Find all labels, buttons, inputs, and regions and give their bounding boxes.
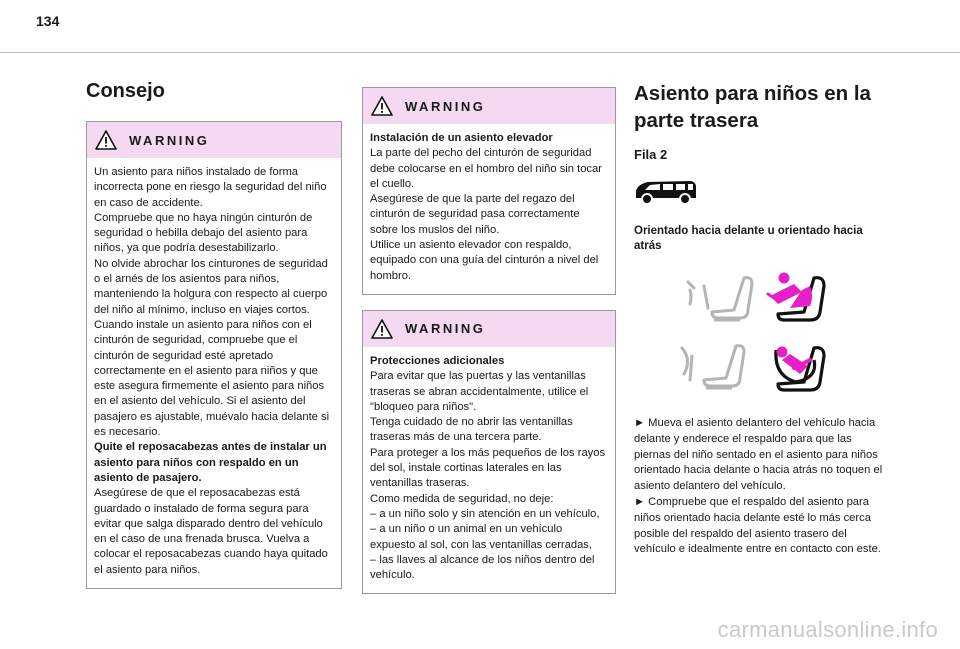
paragraph: Quite el reposacabezas antes de instalar un asiento para niños con respaldo en un asiento de pasajero. <box>94 441 327 484</box>
section-title: Consejo <box>86 80 165 102</box>
paragraph: – a un niño solo y sin atención en un vehículo, <box>370 507 600 520</box>
watermark-text: carmanualsonline.info <box>717 617 938 642</box>
warning-triangle-icon <box>371 96 393 116</box>
warning-header <box>363 88 615 124</box>
header-rule <box>0 52 960 53</box>
van-icon <box>632 176 700 206</box>
warning-body <box>363 347 615 593</box>
paragraph: – las llaves al alcance de los niños dentro del vehículo. <box>370 553 595 582</box>
paragraph: – a un niño o un animal en un vehículo expuesto al sol, con las ventanillas cerradas, <box>370 523 593 551</box>
warning-body <box>363 124 615 294</box>
warning-triangle-icon <box>95 130 117 150</box>
paragraph: Para proteger a los más pequeños de los rayos del sol, instale cortinas laterales en las ventanillas traseras. <box>370 446 606 490</box>
paragraph: ► Compruebe que el respaldo del asiento para niños orientado hacia delante esté lo más cerca posible del respaldo del asiento trasero del vehículo e idealmente entre en contacto con este. <box>634 495 881 556</box>
paragraph: ► Mueva el asiento delantero del vehículo hacia delante y enderece el respaldo para que las piernas del niño sentado en el asiento para niños orientado hacia delante o hacia atrás no toquen el asiento delantero del vehículo. <box>634 417 883 493</box>
warning-header <box>87 122 341 158</box>
middle-column <box>362 87 616 594</box>
forward-facing-child-seat-icon <box>678 270 828 330</box>
row-subtitle: Fila 2 <box>634 147 668 162</box>
orientation-heading: Orientado hacia delante u orientado hacia atrás <box>634 225 863 252</box>
warning-triangle-icon <box>371 319 393 339</box>
paragraph: No olvide abrochar los cinturones de seguridad o el arnés de los asientos para niños, manteniendo la holgura con respecto al cuerpo del niño al mínimo, incluso en viajes cortos. <box>94 257 328 316</box>
warning-title: WARNING <box>129 132 210 148</box>
paragraph: Como medida de seguridad, no deje: <box>370 492 554 505</box>
paragraph: Utilice un asiento elevador con respaldo, equipado con una guía del cinturón a nivel del hombro. <box>370 239 599 282</box>
warning-body <box>87 158 341 588</box>
paragraph: Un asiento para niños instalado de forma incorrecta pone en riesgo la seguridad del niño en caso de accidente. <box>94 166 327 209</box>
right-column <box>634 80 890 558</box>
paragraph: Cuando instale un asiento para niños con el cinturón de seguridad, compruebe que el cinturón de seguridad esté apretado correctamente en el asiento para niños y que este asegura firmemente el asiento para niños en el asiento del vehículo. Si el asiento del pasajero es ajustable, muévalo hacia delante si es necesario. <box>94 318 330 439</box>
warning-heading: Protecciones adicionales <box>370 354 505 367</box>
left-column <box>86 80 342 589</box>
warning-header <box>363 311 615 347</box>
instructions-text <box>634 416 890 558</box>
paragraph: La parte del pecho del cinturón de seguridad debe colocarse en el hombro del niño sin tocar el cuello. <box>370 147 602 190</box>
warning-heading: Instalación de un asiento elevador <box>370 132 553 144</box>
section-title: Asiento para niños en la parte trasera <box>634 82 871 132</box>
protection-warning-box <box>362 310 616 594</box>
booster-warning-box <box>362 87 616 295</box>
paragraph: Tenga cuidado de no abrir las ventanillas traseras más de una tercera parte. <box>370 416 573 444</box>
warning-box <box>86 121 342 589</box>
warning-title: WARNING <box>405 321 486 337</box>
page-number: 134 <box>36 13 60 29</box>
paragraph: Asegúrese de que el reposacabezas está guardado o instalado de forma segura para evitar que salga disparado dentro del vehículo en el caso de una frenada brusca. Vuelva a colocar el reposacabezas cuando haya quitado el asiento para niños. <box>94 487 328 576</box>
paragraph: Para evitar que las puertas y las ventanillas traseras se abran accidentalmente, utilice el "bloqueo para niños". <box>370 370 589 413</box>
paragraph: Compruebe que no haya ningún cinturón de seguridad o hebilla debajo del asiento para niños, ya que podría desestabilizarlo. <box>94 211 313 255</box>
warning-title: WARNING <box>405 98 486 114</box>
rear-facing-child-seat-icon <box>678 338 828 400</box>
paragraph: Asegúrese de que la parte del regazo del cinturón de seguridad pasa correctamente sobre los muslos del niño. <box>370 193 580 236</box>
